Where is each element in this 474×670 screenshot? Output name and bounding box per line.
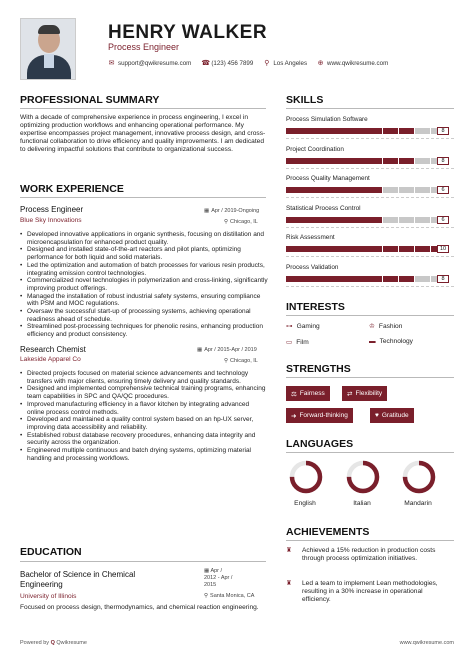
languages-heading: LANGUAGES xyxy=(286,438,354,450)
language-label: Mandarin xyxy=(404,500,432,507)
contact-email[interactable]: support@qwikresume.com xyxy=(118,60,192,67)
brand-logo-icon: Q xyxy=(50,640,55,646)
skill-segment xyxy=(318,217,334,223)
language-label: Italian xyxy=(353,500,371,507)
skill-segment xyxy=(286,217,302,223)
skill-divider xyxy=(286,227,454,228)
skill-segment xyxy=(334,128,350,134)
skill-segment xyxy=(334,217,350,223)
skill-segment xyxy=(399,246,415,252)
skill-level-badge: 10 xyxy=(437,245,449,253)
skill-bar xyxy=(286,158,447,164)
skill-bar xyxy=(286,276,447,282)
achievement-item: Led a team to implement Lean methodologies, resulting in a 30% increase in operational efficiency. xyxy=(302,580,438,603)
skill-segment xyxy=(286,276,302,282)
job-company: Lakeside Apparel Co xyxy=(20,356,81,363)
skill-segment xyxy=(383,276,399,282)
skill-divider xyxy=(286,256,454,257)
skill-level-badge: 6 xyxy=(437,186,449,194)
job-title: Process Engineer xyxy=(20,205,84,214)
experience-heading: WORK EXPERIENCE xyxy=(20,183,124,195)
education-dates: ▦ Apr / 2012 - Apr / 2015 xyxy=(204,568,233,588)
job-location: ⚲ Chicago, IL xyxy=(224,358,258,364)
film-icon: ▭ xyxy=(286,339,293,346)
achievements-heading: ACHIEVEMENTS xyxy=(286,526,370,538)
skill-segment xyxy=(383,217,399,223)
calendar-icon: ▦ xyxy=(204,568,210,574)
skill-segment xyxy=(334,187,350,193)
skill-segment xyxy=(350,128,366,134)
list-item: • Managed the installation of robust industrial safety systems, ensuring compliance with PSM and MOC regulations. xyxy=(20,293,268,308)
skill-segment xyxy=(302,217,318,223)
skill-segment xyxy=(366,217,382,223)
contact-row xyxy=(108,60,388,67)
location-icon: ⚲ xyxy=(224,358,229,364)
scale-icon: ⚖ xyxy=(291,390,297,398)
candidate-name: HENRY WALKER xyxy=(108,22,268,43)
skill-divider xyxy=(286,286,454,287)
education-heading: EDUCATION xyxy=(20,546,82,558)
skill-segment xyxy=(399,128,415,134)
skill-segment xyxy=(350,187,366,193)
list-item: • Established robust database recovery procedures, enhancing data integrity and security across the organization. xyxy=(20,432,268,447)
strengths-heading: STRENGTHS xyxy=(286,363,351,375)
skill-segment xyxy=(286,158,302,164)
school-name: University of Illinois xyxy=(20,593,77,600)
skill-segment xyxy=(302,276,318,282)
skill-level-badge: 8 xyxy=(437,157,449,165)
skill-segment xyxy=(415,246,431,252)
skill-segment xyxy=(366,246,382,252)
skill-level-badge: 6 xyxy=(437,216,449,224)
summary-text: With a decade of comprehensive experience in process engineering, I excel in optimizing production workflows and enhancing operational performance. My expertise encompasses project management, innovative process design, and cross-functional collaboration to drive efficiency and quality improvements. I am dedicated to delivering impactful solutions that contribute to organizational success. xyxy=(20,114,266,153)
interest-item: ⊶ Gaming xyxy=(286,322,320,330)
skill-segment xyxy=(415,158,431,164)
contact-website[interactable]: www.qwikresume.com xyxy=(327,60,389,67)
list-item: • Developed innovative applications in organic synthesis, focusing on distillation and microencapsulation for enhanced product quality. xyxy=(20,231,268,246)
skill-segment xyxy=(383,187,399,193)
gamepad-icon: ⊶ xyxy=(286,323,293,330)
fashion-icon: ♔ xyxy=(369,323,375,330)
skill-divider xyxy=(286,197,454,198)
skill-segment xyxy=(350,158,366,164)
skill-segment xyxy=(399,276,415,282)
skill-segment xyxy=(318,187,334,193)
skill-segment xyxy=(286,246,302,252)
skill-label: Process Simulation Software xyxy=(286,116,368,123)
job-dates: ▦ Apr / 2019-Ongoing xyxy=(204,208,260,214)
degree-title: Bachelor of Science in Chemical Engineering xyxy=(20,570,136,589)
skill-segment xyxy=(415,276,431,282)
list-item: • Designed and implemented comprehensive technical training programs, enhancing team capabilities in SPC and QA/QC procedures. xyxy=(20,385,268,400)
calendar-icon: ▦ xyxy=(197,347,203,353)
skill-label: Statistical Process Control xyxy=(286,205,361,212)
list-item: • Streamlined post-processing techniques for phenolic resins, enhancing production efficiency and product consistency. xyxy=(20,323,268,338)
job-company: Blue Sky Innovations xyxy=(20,217,82,224)
list-item: • Improved manufacturing efficiency in a flavor kitchen by integrating advanced online process control methods. xyxy=(20,401,268,416)
language-gauges xyxy=(286,458,454,498)
skill-level-badge: 8 xyxy=(437,275,449,283)
skill-segment xyxy=(415,128,431,134)
skill-segment xyxy=(302,158,318,164)
list-item: • Commercialized novel technologies in polymerization and cross-linking, significantly improving product offerings. xyxy=(20,277,268,292)
job-title: Research Chemist xyxy=(20,345,86,354)
list-item: • Led the optimization and automation of batch processes for various resin products, integrating emission control technologies. xyxy=(20,262,268,277)
interests-rule xyxy=(286,315,454,316)
summary-rule xyxy=(20,108,266,109)
education-text: Focused on process design, thermodynamics, and chemical reaction engineering. xyxy=(20,604,259,611)
strength-tag: ⇄ Flexibility xyxy=(342,386,387,401)
contact-phone: (123) 456 7899 xyxy=(211,60,254,67)
phone-icon: ☎ xyxy=(201,60,211,67)
skill-segment xyxy=(318,246,334,252)
location-icon: ⚲ xyxy=(264,60,270,67)
interests-heading: INTERESTS xyxy=(286,301,345,313)
profile-photo xyxy=(20,18,76,80)
powered-by-text: Powered by xyxy=(20,640,50,646)
brand-name[interactable]: Qwikresume xyxy=(56,640,87,646)
skill-segment xyxy=(366,128,382,134)
skill-segment xyxy=(383,128,399,134)
skill-segment xyxy=(302,246,318,252)
resume-header xyxy=(0,0,474,92)
skills-heading: SKILLS xyxy=(286,94,324,106)
list-item: • Directed projects focused on material science advancements and technology transfers with major clients, ensuring timely delivery and quality standards. xyxy=(20,370,268,385)
skill-segment xyxy=(350,246,366,252)
skill-segment xyxy=(350,217,366,223)
laptop-icon: ▬ xyxy=(369,338,376,345)
job-bullets xyxy=(20,370,268,462)
trophy-icon: ♜ xyxy=(286,580,292,587)
skill-segment xyxy=(334,246,350,252)
achievement-item: Achieved a 15% reduction in production costs through process optimization initiatives. xyxy=(302,547,436,562)
location-icon: ⚲ xyxy=(224,219,229,225)
skill-bar xyxy=(286,128,447,134)
trophy-icon: ♜ xyxy=(286,547,292,554)
skill-segment xyxy=(334,158,350,164)
job-dates: ▦ Apr / 2015-Apr / 2019 xyxy=(197,347,257,353)
strength-tag: ➜ Forward-thinking xyxy=(286,408,353,423)
interest-item: ▭ Film xyxy=(286,338,309,346)
skill-segment xyxy=(318,158,334,164)
location-icon: ⚲ xyxy=(204,593,209,599)
skill-segment xyxy=(366,187,382,193)
strength-tag: ♥ Gratitude xyxy=(370,408,414,423)
interest-item: ♔ Fashion xyxy=(369,322,403,330)
interest-item: ▬ Technology xyxy=(369,338,413,345)
skill-divider xyxy=(286,168,454,169)
globe-icon: ⊕ xyxy=(317,60,324,67)
skill-label: Process Quality Management xyxy=(286,175,370,182)
heart-icon: ♥ xyxy=(375,412,379,419)
arrow-right-icon: ➜ xyxy=(291,412,297,420)
skill-label: Risk Assessment xyxy=(286,234,335,241)
skill-segment xyxy=(286,128,302,134)
skill-label: Project Coordination xyxy=(286,146,344,153)
skill-segment xyxy=(366,158,382,164)
skill-segment xyxy=(318,276,334,282)
skill-level-badge: 8 xyxy=(437,127,449,135)
skill-segment xyxy=(399,187,415,193)
skill-segment xyxy=(399,158,415,164)
language-label: English xyxy=(294,500,316,507)
contact-location: Los Angeles xyxy=(273,60,308,67)
skill-segment xyxy=(286,187,302,193)
skill-segment xyxy=(318,128,334,134)
skill-segment xyxy=(383,158,399,164)
skill-segment xyxy=(399,217,415,223)
skill-bar xyxy=(286,217,447,223)
skill-segment xyxy=(383,246,399,252)
list-item: • Developed and maintained a quality control system based on an hp-UX server, improving data accessibility and reliability. xyxy=(20,416,268,431)
list-item: • Designed and installed state-of-the-art reactors and pilot plants, optimizing performance for both liquid and solid materials. xyxy=(20,246,268,261)
skill-segment xyxy=(334,276,350,282)
skill-segment xyxy=(415,187,431,193)
calendar-icon: ▦ xyxy=(204,208,210,214)
arrows-icon: ⇄ xyxy=(347,390,353,398)
list-item: • Engineered multiple continuous and batch drying systems, optimizing material handling and processing workflows. xyxy=(20,447,268,462)
skill-divider xyxy=(286,138,454,139)
experience-rule xyxy=(20,197,266,198)
summary-heading: PROFESSIONAL SUMMARY xyxy=(20,94,160,106)
footer-website[interactable]: www.qwikresume.com xyxy=(399,640,454,646)
job-location: ⚲ Chicago, IL xyxy=(224,219,258,225)
skill-segment xyxy=(415,217,431,223)
skill-bar xyxy=(286,187,447,193)
education-location: ⚲ Santa Monica, CA xyxy=(204,593,255,599)
languages-rule xyxy=(286,452,454,453)
skill-segment xyxy=(302,128,318,134)
skill-segment xyxy=(302,187,318,193)
skill-segment xyxy=(350,276,366,282)
skill-bar xyxy=(286,246,447,252)
skills-rule xyxy=(286,108,454,109)
job-bullets xyxy=(20,231,268,339)
strengths-rule xyxy=(286,377,454,378)
candidate-title: Process Engineer xyxy=(108,42,180,52)
strength-tag: ⚖ Fairness xyxy=(286,386,330,401)
skill-segment xyxy=(366,276,382,282)
email-icon: ✉ xyxy=(108,60,115,67)
list-item: • Oversaw the successful start-up of processing systems, achieving operational readiness ahead of schedule. xyxy=(20,308,268,323)
footer xyxy=(20,640,454,646)
skill-label: Process Validation xyxy=(286,264,339,271)
achievements-rule xyxy=(286,540,454,541)
education-rule xyxy=(20,561,266,562)
